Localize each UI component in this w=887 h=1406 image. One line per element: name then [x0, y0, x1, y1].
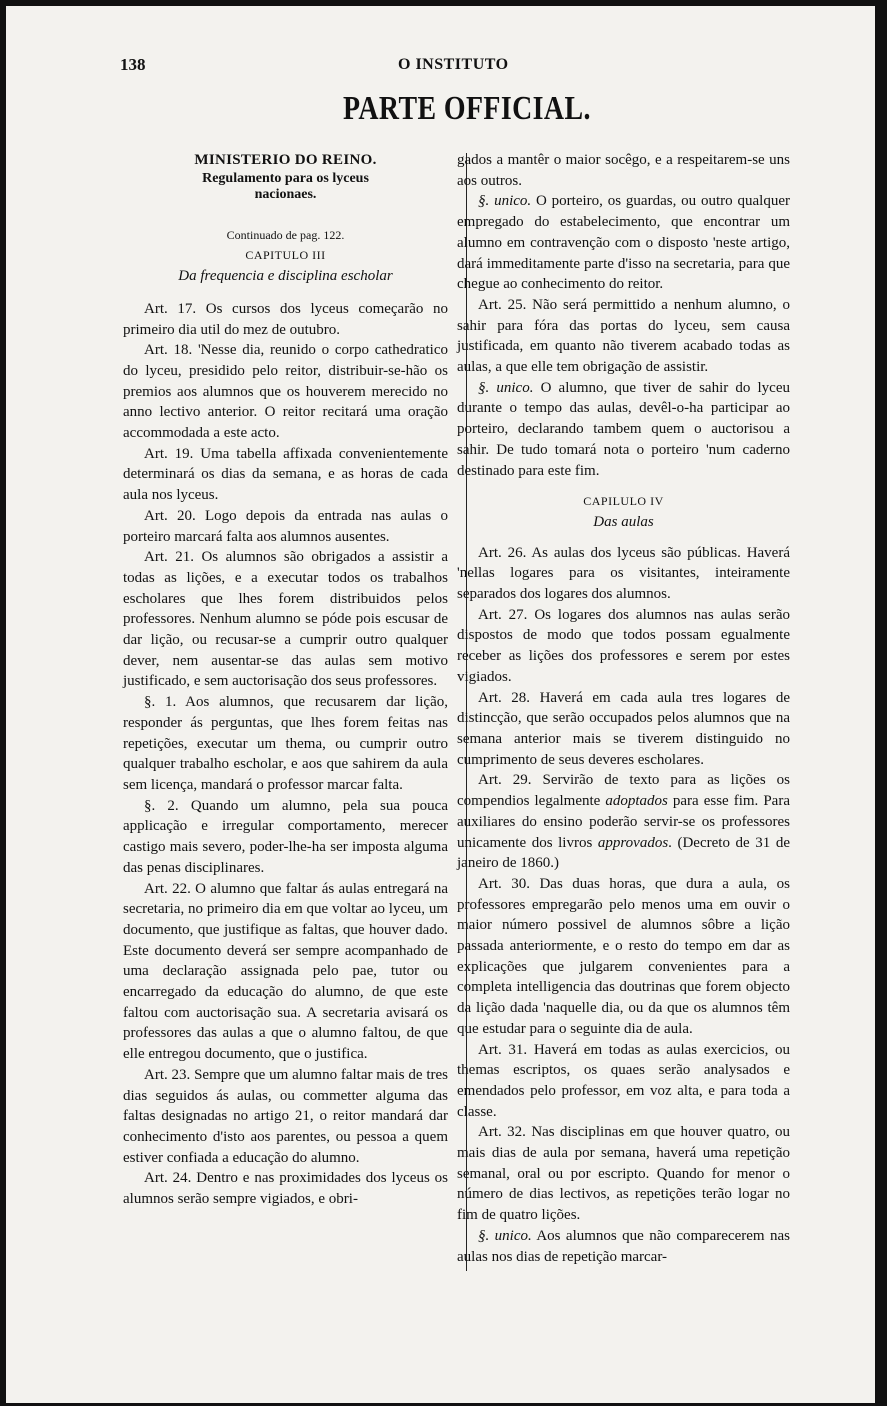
article-25: Art. 25. Não será permittido a nenhum alumno, o sahir para fóra das portas do lyceu, sem causa justificada, em quanto não tiverem acabado todas as aulas, a que elle tem obrigação de assistir. — [457, 296, 790, 376]
paragraph-unico-3 — [457, 1226, 790, 1267]
chapter-heading: CAPITULO III — [245, 248, 326, 263]
article-29-italic-2: approvados — [597, 834, 669, 851]
regulation-title: Regulamento para os lyceus nacionaes. — [202, 170, 369, 202]
article-19: Art. 19. Uma tabella affixada convenientemente determinará os dias da semana, e as horas de cada aula nos lyceus. — [123, 445, 448, 504]
article-27: Art. 27. Os logares dos alumnos nas aulas serão dispostos de modo que todos possam egualmente receber as lições dos professores e serem por estes vigiados. — [457, 606, 790, 685]
paragraph-label: §. unico. — [478, 193, 532, 210]
article-31: Art. 31. Haverá em todas as aulas exercicios, ou themas escriptos, os quaes serão analysados e emendados pelo professor, em voz alta, e para toda a classe. — [457, 1041, 790, 1120]
paragraph-text: O porteiro, os guardas, ou outro qualquer empregado do estabelecimento, que encontrar um alumno em contravenção com o disposto 'neste artigo, dará immeditamente parte d'isso na secretaria, para que chegue ao conhecimento do reitor. — [457, 193, 790, 293]
article-26: Art. 26. As aulas dos lyceus são públicas. Haverá 'nellas logares para os visitantes, inteiramente separados dos logares dos alumnos. — [457, 544, 790, 603]
article-18: Art. 18. 'Nesse dia, reunido o corpo cathedratico do lyceu, presidido pelo reitor, distribuir-se-hão os premios aos alumnos que os houverem merecido no anno lectivo anterior. O reitor recitará uma oração accommodada a este acto. — [123, 342, 448, 442]
right-column — [457, 150, 790, 1267]
article-17: Art. 17. Os cursos dos lyceus começarão no primeiro dia util do mez de outubro. — [123, 300, 448, 338]
article-29-italic-1: adoptados — [605, 793, 668, 810]
left-column — [123, 150, 448, 1210]
article-28: Art. 28. Haverá em cada aula tres logares de distincção, que serão occupados pelos alumnos que na semana anterior mais se tiverem distinguido no cumprimento de seus deveres escholares. — [457, 689, 790, 768]
paragraph-text: O alumno, que tiver de sahir do lyceu durante o tempo das aulas, devêl-o-ha participar ao porteiro, declarando tambem quem o auctorisou a sahir. De tudo tomará nota o porteiro 'num caderno destinado para este fim. — [457, 379, 790, 479]
page-number: 138 — [120, 55, 146, 74]
paragraph-label: §. unico. — [478, 379, 534, 396]
running-head: O INSTITUTO — [398, 56, 509, 73]
article-22: Art. 22. O alumno que faltar ás aulas entregará na secretaria, no primeiro dia em que voltar ao lyceu, um documento, que justifique as faltas, que houver dado. Este documento deverá ser sempre acompanhado de uma declaração assignada pelo pae, tutor ou encarregado da educação do alumno, de que este faltou com auctorisação sua. A secretaria avisará os professores das aulas a que o alumno faltou, de que elle entregou documento, que o justifica. — [123, 880, 448, 1063]
paragraph-unico-1 — [457, 191, 790, 295]
article-21: Art. 21. Os alumnos são obrigados a assistir a todas as lições, e a executar todos os trabalhos escholares que lhes forem distribuidos pelos professores. Nenhum alumno se póde pois escusar de dar lição, ou recusar-se a cumprir outro qualquer dever, nem ausentar-se das aulas sem motivo justificado, e sem auctorisação dos seus professores. — [123, 549, 448, 690]
article-29-text-b: para esse fim. Para auxiliares do ensino poderão servir-se os professores unicamente dos livros — [457, 793, 790, 851]
ministry-heading: MINISTERIO DO REINO. — [194, 152, 377, 168]
article-29-text-a: Art. 29. Servirão de texto para as lições os compendios legalmente — [457, 772, 790, 810]
paragraph-1: §. 1. Aos alumnos, que recusarem dar lição, responder ás perguntas, que lhes forem feitas nas repetições, executar um thema, ou cumprir outro qualquer trabalho escholar, e aos que sahirem da aula sem licença, mandará o professor marcar falta. — [123, 694, 448, 793]
article-32: Art. 32. Nas disciplinas em que houver quatro, ou mais dias de aula por semana, haverá uma repetição semanal, oral ou por escripto. Quando for menor o número de dias lectivos, as repetições terão logar no fim de quatro lições. — [457, 1124, 790, 1224]
paragraph-text: Aos alumnos que não comparecerem nas aulas nos dias de repetição marcar- — [457, 1227, 790, 1265]
continued-note: Continuado de pag. 122. — [226, 227, 345, 242]
section-title: PARTE OFFICIAL. — [343, 90, 591, 127]
paragraph-unico-2 — [457, 378, 790, 482]
article-29 — [457, 770, 790, 874]
paragraph-2: §. 2. Quando um alumno, pela sua pouca applicação e irregular comportamento, merecer castigo mais severo, poder-lhe-ha ser imposta alguma das penas disciplinares. — [123, 797, 448, 876]
article-20: Art. 20. Logo depois da entrada nas aulas o porteiro marcará falta aos alumnos ausentes. — [123, 507, 448, 545]
article-30: Art. 30. Das duas horas, que dura a aula, os professores empregarão pelo menos uma em ouvir o maior número possivel de alumnos sôbre a lição passada anteriormente, e o resto do tempo em dar as explicações que julgarem convenientes para a completa intelligencia das doutrinas que forem objecto da lição dada 'naquelle dia, ou da que os alumnos têm que estudar para o seguinte dia de aula. — [457, 875, 790, 1037]
article-24-continued: gados a mantêr o maior socêgo, e a respeitarem-se uns aos outros. — [457, 152, 790, 189]
article-24: Art. 24. Dentro e nas proximidades dos lyceus os alumnos serão sempre vigiados, e obri- — [123, 1170, 448, 1208]
article-29-text-c: . (Decreto de 31 de janeiro de 1860.) — [457, 834, 790, 872]
chapter-heading: CAPILULO IV — [583, 494, 664, 509]
article-23: Art. 23. Sempre que um alumno faltar mais de tres dias seguidos ás aulas, ou commetter alguma das faltas designadas no artigo 21, o reitor mandará dar conhecimento d'isto aos parentes, ou pessoa a quem estiver confiada a educação do alumno. — [123, 1066, 448, 1166]
chapter-subtitle: Das aulas — [593, 513, 654, 530]
paragraph-label: §. unico. — [478, 1227, 532, 1244]
chapter-subtitle: Da frequencia e disciplina escholar — [178, 268, 393, 285]
